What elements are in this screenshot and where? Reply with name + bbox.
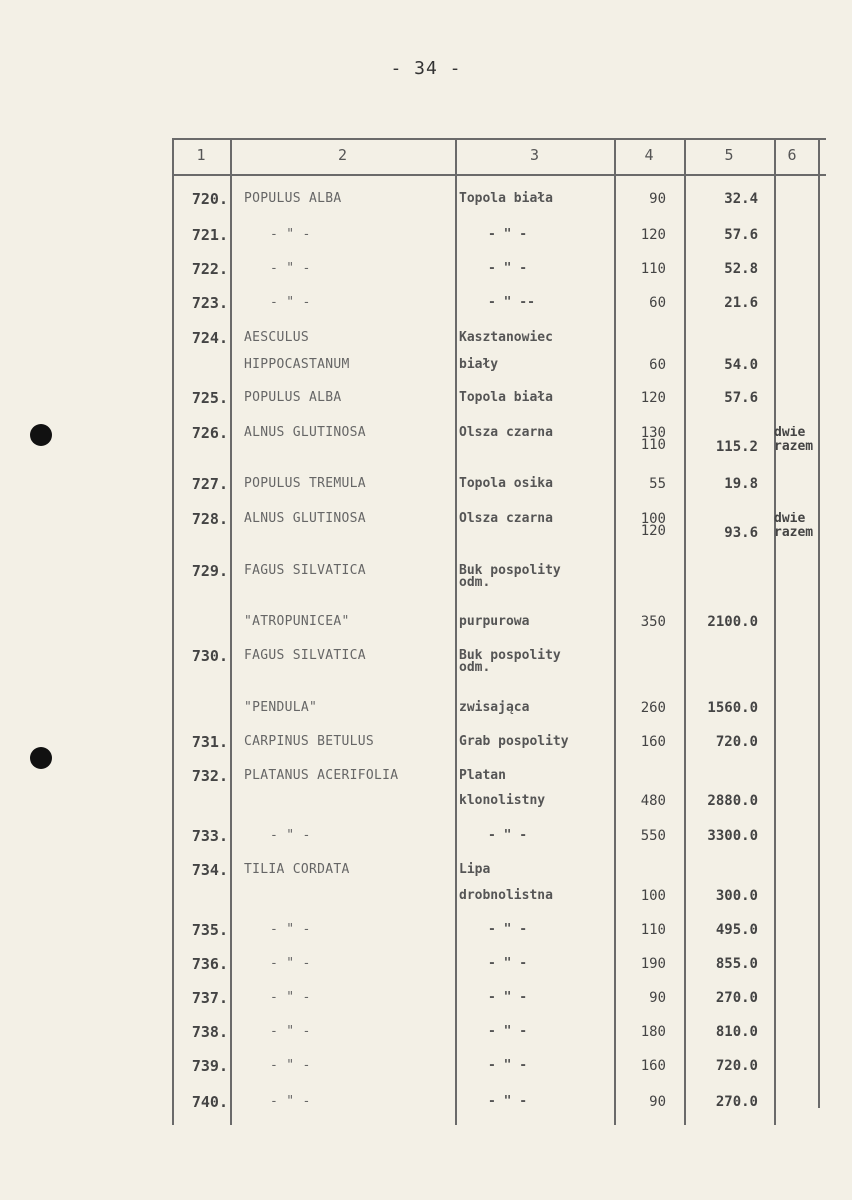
polish-name: drobnolistna [459,888,553,903]
col-4-value: 260 [640,700,666,716]
latin-name: ALNUS GLUTINOSA [244,511,366,526]
polish-name: - " - [488,1024,528,1039]
polish-name: - " - [488,261,528,276]
header-col-6: 6 [787,146,797,164]
column-rule [455,138,457,1125]
col-5-value: 2100.0 [707,614,758,630]
page-number: - 34 - [390,58,462,79]
polish-name: zwisająca [459,700,530,715]
entry-number: 729. [191,562,228,580]
col-4-value: 160 [640,1058,666,1074]
col-4-value-second: 110 [640,437,666,453]
col-5-value: 21.6 [724,295,758,311]
col-4-value: 55 [649,476,666,492]
col-4-value: 90 [649,191,666,207]
latin-name: POPULUS ALBA [244,191,342,206]
latin-name: "PENDULA" [244,700,318,715]
polish-name: Topola osika [459,476,553,491]
remark-continued: razem [774,440,814,454]
entry-number: 721. [191,226,228,244]
polish-name-continued: odm. [459,575,491,590]
col-4-value: 120 [640,227,666,243]
entry-number: 724. [191,329,228,347]
latin-name: - " - [270,922,311,937]
latin-name: HIPPOCASTANUM [244,357,350,372]
latin-name: "ATROPUNICEA" [244,614,350,629]
latin-name: POPULUS ALBA [244,390,342,405]
col-5-value: 270.0 [715,1094,758,1110]
col-5-value: 57.6 [724,390,758,406]
col-4-value: 160 [640,734,666,750]
entry-number: 731. [191,733,228,751]
entry-number: 734. [191,861,228,879]
entry-number: 735. [191,921,228,939]
col-4-value: 60 [649,357,666,373]
col-4-value: 130 [640,425,666,441]
col-5-value: 54.0 [724,357,758,373]
remark: dwie [774,512,806,526]
col-5-value: 855.0 [715,956,758,972]
entry-number: 723. [191,294,228,312]
remark-continued: razem [774,526,814,540]
latin-name: POPULUS TREMULA [244,476,366,491]
column-rule [774,138,776,1125]
header-col-3: 3 [529,146,540,164]
col-5-value: 720.0 [715,734,758,750]
col-5-value: 52.8 [724,261,758,277]
col-4-value-second: 120 [640,523,666,539]
polish-name: Grab pospolity [459,734,569,749]
header-col-2: 2 [337,146,348,164]
col-5-value: 19.8 [724,476,758,492]
header-col-5: 5 [724,146,734,164]
col-5-value: 495.0 [715,922,758,938]
col-5-value: 1560.0 [707,700,758,716]
latin-name: - " - [270,227,311,242]
polish-name: Platan [459,768,506,783]
latin-name: FAGUS SILVATICA [244,563,366,578]
col-4-value: 60 [649,295,666,311]
polish-name: Topola biała [459,390,553,405]
polish-name: Buk pospolity [459,648,561,663]
latin-name: FAGUS SILVATICA [244,648,366,663]
col-4-value: 100 [640,888,666,904]
polish-name: - " - [488,227,528,242]
column-rule [818,138,820,1108]
col-5-value: 115.2 [715,439,758,455]
entry-number: 725. [191,389,228,407]
polish-name: Buk pospolity [459,563,561,578]
col-5-value: 3300.0 [707,828,758,844]
polish-name: - " - [488,1094,528,1109]
polish-name: Lipa [459,862,491,877]
polish-name-continued: odm. [459,660,491,675]
polish-name: - " - [488,1058,528,1073]
polish-name: Olsza czarna [459,425,553,440]
col-5-value: 57.6 [724,227,758,243]
entry-number: 737. [191,989,228,1007]
latin-name: - " - [270,990,311,1005]
latin-name: TILIA CORDATA [244,862,350,877]
polish-name: Olsza czarna [459,511,553,526]
col-4-value: 480 [640,793,666,809]
col-5-value: 810.0 [715,1024,758,1040]
latin-name: - " - [270,1058,311,1073]
punch-hole-bottom [30,747,52,769]
col-4-value: 110 [640,261,666,277]
latin-name: - " - [270,828,311,843]
entry-number: 732. [191,767,228,785]
column-rule [230,138,232,1125]
col-4-value: 100 [640,511,666,527]
latin-name: AESCULUS [244,330,310,345]
col-4-value: 90 [649,990,666,1006]
col-5-value: 300.0 [715,888,758,904]
col-5-value: 720.0 [715,1058,758,1074]
polish-name: purpurowa [459,614,530,629]
entry-number: 722. [191,260,228,278]
punch-hole-top [30,424,52,446]
entry-number: 740. [191,1093,228,1111]
entry-number: 726. [191,424,228,442]
header-bottom-rule [172,174,826,176]
latin-name: - " - [270,295,311,310]
column-rule [614,138,616,1125]
latin-name: CARPINUS BETULUS [244,734,375,749]
header-col-4: 4 [644,146,654,164]
latin-name: - " - [270,1024,311,1039]
polish-name: - " -- [488,295,535,310]
col-5-value: 93.6 [724,525,758,541]
polish-name: - " - [488,828,528,843]
entry-number: 728. [191,510,228,528]
col-4-value: 120 [640,390,666,406]
col-4-value: 90 [649,1094,666,1110]
column-rule [172,138,174,1125]
entry-number: 733. [191,827,228,845]
entry-number: 720. [191,190,228,208]
col-4-value: 180 [640,1024,666,1040]
remark: dwie [774,426,806,440]
table-top-rule [172,138,826,140]
polish-name: Kasztanowiec [459,330,553,345]
col-4-value: 350 [640,614,666,630]
polish-name: biały [459,357,499,372]
col-4-value: 190 [640,956,666,972]
col-5-value: 270.0 [715,990,758,1006]
entry-number: 738. [191,1023,228,1041]
col-4-value: 550 [640,828,666,844]
column-rule [684,138,686,1125]
entry-number: 739. [191,1057,228,1075]
polish-name: Topola biała [459,191,553,206]
polish-name: - " - [488,922,528,937]
col-4-value: 110 [640,922,666,938]
entry-number: 730. [191,647,228,665]
polish-name: - " - [488,956,528,971]
latin-name: PLATANUS ACERIFOLIA [244,768,399,783]
entry-number: 736. [191,955,228,973]
header-col-1: 1 [196,146,206,164]
polish-name: klonolistny [459,793,546,808]
latin-name: - " - [270,956,311,971]
latin-name: - " - [270,261,311,276]
latin-name: - " - [270,1094,311,1109]
col-5-value: 2880.0 [707,793,758,809]
polish-name: - " - [488,990,528,1005]
col-5-value: 32.4 [724,191,758,207]
latin-name: ALNUS GLUTINOSA [244,425,366,440]
entry-number: 727. [191,475,228,493]
